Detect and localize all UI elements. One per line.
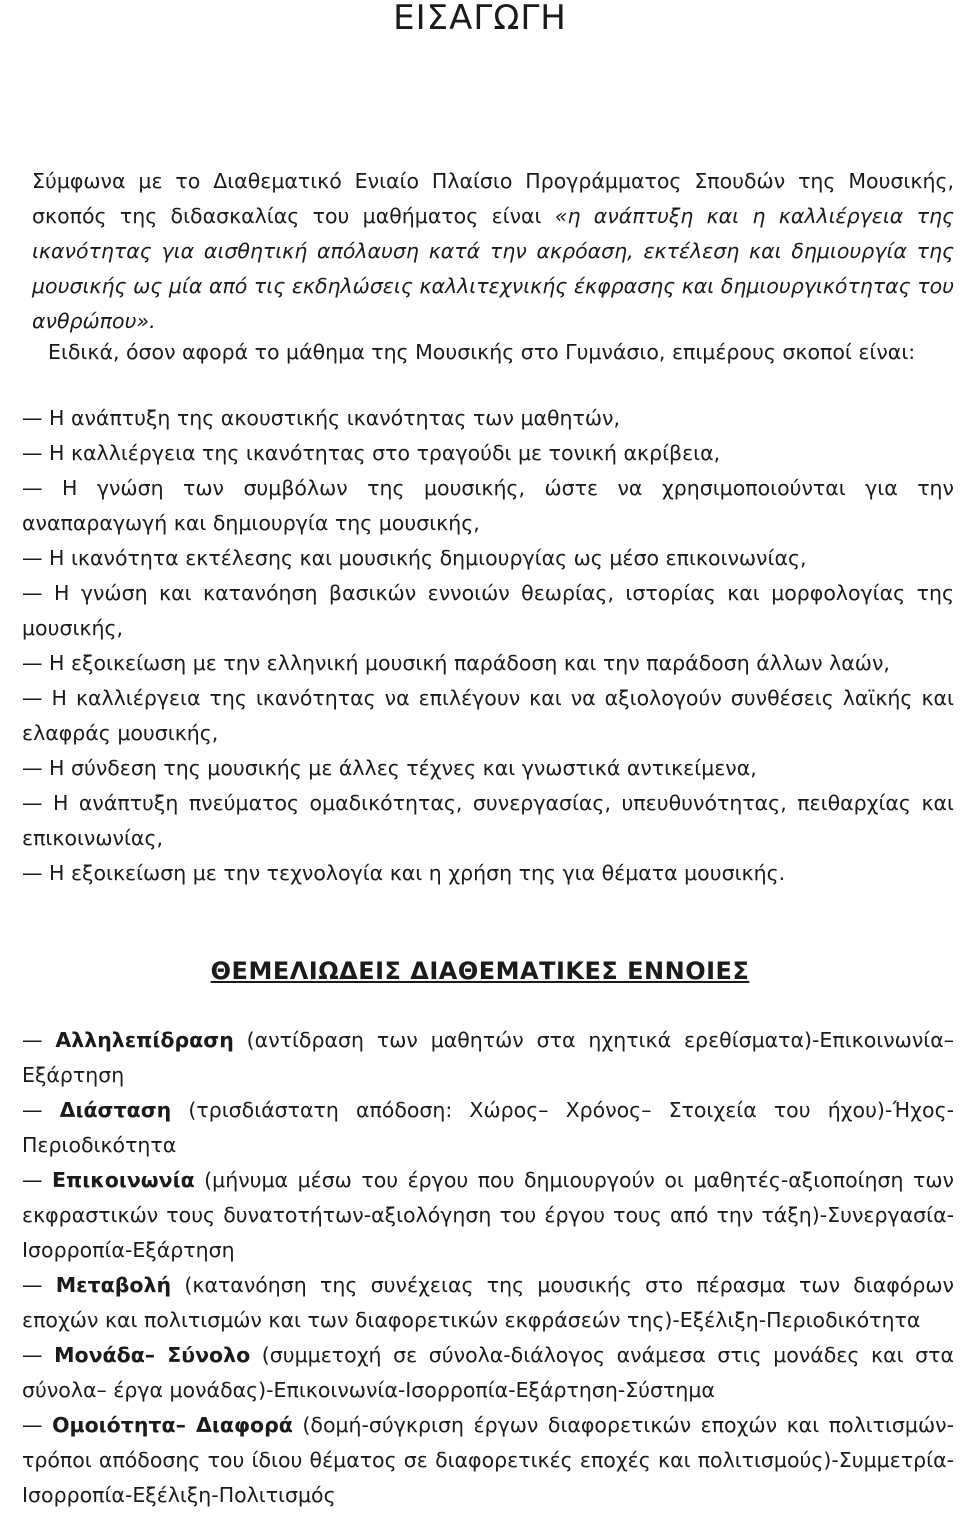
concept-term: Αλληλεπίδραση [55,1028,234,1052]
intro-paragraph [32,164,954,339]
section-title-text: ΘΕΜΕΛΙΩΔΕΙΣ ΔΙΑΘΕΜΑΤΙΚΕΣ ΕΝΝΟΙΕΣ [210,957,750,985]
concept-item [22,1268,954,1338]
concept-item [22,1408,954,1513]
concept-item [22,1093,954,1163]
concept-description: (αντίδραση των μαθητών στα ηχητικά ερεθίσματα)-Επικοινωνία–Εξάρτηση [22,1028,954,1087]
aim-item: — Η γνώση των συμβόλων της μουσικής, ώστε να χρησιμοποιούνται για την αναπαραγωγή και δημιουργία της μουσικής, [22,471,954,541]
intro-quote-text: «η ανάπτυξη και η καλλιέργεια της ικανότητας για αισθητική απόλαυση κατά την ακρόαση, εκτέλεση και δημιουργία της μουσικής ως μία από τις εκδηλώσεις καλλιτεχνικής έκφρασης και δημιουργικότητας του ανθρώπου». [32,204,954,333]
aim-item: — Η καλλιέργεια της ικανότητας στο τραγούδι με τονική ακρίβεια, [22,436,954,471]
intro-lead-text: Σύμφωνα με το Διαθεματικό Ενιαίο Πλαίσιο Προγράμματος Σπουδών της Μουσικής, σκοπός της διδασκαλίας του μαθήματος είναι [32,169,954,228]
aim-item: — Η σύνδεση της μουσικής με άλλες τέχνες και γνωστικά αντικείμενα, [22,751,954,786]
aims-intro-text: Ειδικά, όσον αφορά το μάθημα της Μουσικής στο Γυμνάσιο, επιμέρους σκοποί είναι: [48,340,916,364]
aims-list [22,401,954,891]
section-title [0,954,960,988]
page-title: ΕΙΣΑΓΩΓΗ [393,0,567,38]
aim-item: — Η καλλιέργεια της ικανότητας να επιλέγουν και να αξιολογούν συνθέσεις λαϊκής και ελαφράς μουσικής, [22,681,954,751]
aim-item: — Η ικανότητα εκτέλεσης και μουσικής δημιουργίας ως μέσο επικοινωνίας, [22,541,954,576]
aim-item: — Η γνώση και κατανόηση βασικών εννοιών θεωρίας, ιστορίας και μορφολογίας της μουσικής, [22,576,954,646]
aim-item: — Η ανάπτυξη πνεύματος ομαδικότητας, συνεργασίας, υπευθυνότητας, πειθαρχίας και επικοινωνίας, [22,786,954,856]
concepts-list [22,1023,954,1513]
concept-item [22,1163,954,1268]
concept-description: (μήνυμα μέσω του έργου που δημιουργούν οι μαθητές-αξιοποίηση των εκφραστικών τους δυνατοτήτων-αξιολόγηση του έργου τους από την τάξη)-Συνεργασία-Ισορροπία-Εξάρτηση [22,1168,954,1262]
aim-item: — Η εξοικείωση με την τεχνολογία και η χρήση της για θέματα μουσικής. [22,856,954,891]
concept-term: Ομοιότητα– Διαφορά [52,1413,293,1437]
concept-term: Διάσταση [59,1098,172,1122]
concept-item [22,1338,954,1408]
concept-description: (δομή-σύγκριση έργων διαφορετικών εποχών και πολιτισμών-τρόποι απόδοσης του ίδιου θέματος σε διαφορετικές εποχές και πολιτισμούς)-Συμμετρία-Ισορροπία-Εξέλιξη-Πολιτισμός [22,1413,954,1507]
concept-item [22,1023,954,1093]
concept-description: (τρισδιάστατη απόδοση: Χώρος– Χρόνος– Στοιχεία του ήχου)-Ήχος-Περιοδικότητα [22,1098,954,1157]
concept-description: (κατανόηση της συνέχειας της μουσικής στο πέρασμα των διαφόρων εποχών και πολιτισμών και των διαφορετικών εκφράσεών της)-Εξέλιξη-Περιοδικότητα [22,1273,954,1332]
concept-term: Μεταβολή [55,1273,172,1297]
aim-item: — Η εξοικείωση με την ελληνική μουσική παράδοση και την παράδοση άλλων λαών, [22,646,954,681]
concept-term: Επικοινωνία [52,1168,195,1192]
aim-item: — Η ανάπτυξη της ακουστικής ικανότητας των μαθητών, [22,401,954,436]
concept-term: Μονάδα– Σύνολο [54,1343,251,1367]
concept-description: (συμμετοχή σε σύνολα-διάλογος ανάμεσα στις μονάδες και στα σύνολα– έργα μονάδας)-Επικοινωνία-Ισορροπία-Εξάρτηση-Σύστημα [22,1343,954,1402]
